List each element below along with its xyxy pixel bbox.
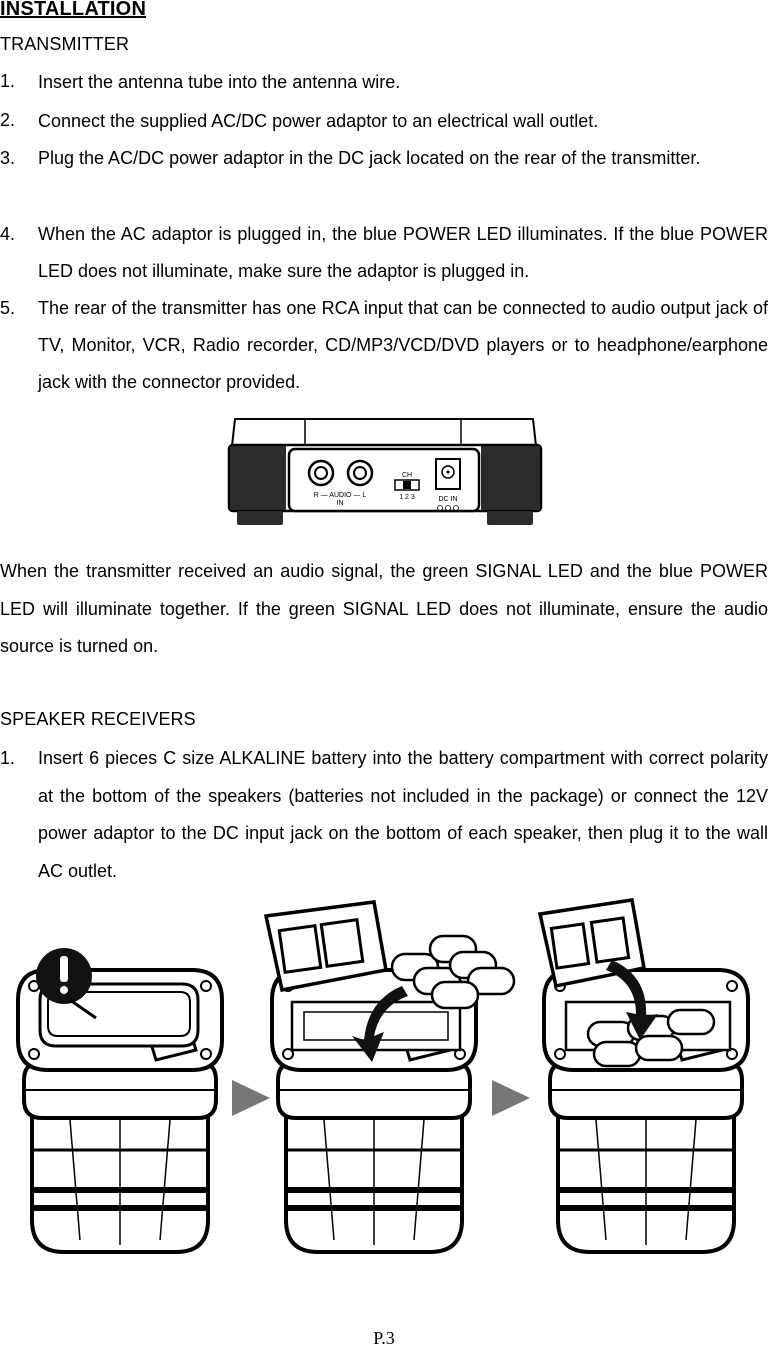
transmitter-title: TRANSMITTER xyxy=(0,34,130,54)
audio-in-label: IN xyxy=(336,500,344,507)
battery-installation-illustration xyxy=(0,890,768,1270)
next-step-arrow-icon xyxy=(492,1080,530,1116)
step-number: 1. xyxy=(0,748,16,768)
audio-label: R — AUDIO — L xyxy=(313,492,367,499)
section-heading: INSTALLATION xyxy=(0,0,147,20)
channel-label: CH xyxy=(401,472,413,479)
step-number: 2. xyxy=(0,110,16,130)
step-text: Insert the antenna tube into the antenna wire. xyxy=(38,72,401,92)
step-number: 3. xyxy=(0,148,16,168)
channel-switch-icon xyxy=(395,480,419,490)
step-text: Plug the AC/DC power adaptor in the DC jack located on the rear of the transmitter. xyxy=(38,148,701,168)
dc-in-label: DC IN xyxy=(438,496,458,503)
step-text: The rear of the transmitter has one RCA input that can be connected to audio output jack of TV, Monitor, VCR, Radio recorder, CD/MP3/VCD/DVD players or to headphone/earphone jack with the connector provided. xyxy=(38,298,768,392)
step-text: Connect the supplied AC/DC power adaptor to an electrical wall outlet. xyxy=(38,111,599,131)
signal-note: When the transmitter received an audio signal, the green SIGNAL LED and the blue POWER LED will illuminate together. If the green SIGNAL LED does not illuminate, ensure the audio source is turned on. xyxy=(0,561,768,656)
step-text: When the AC adaptor is plugged in, the blue POWER LED illuminates. If the blue POWER LED does not illuminate, make sure the adaptor is plugged in. xyxy=(38,224,768,281)
channel-numbers: 1 2 3 xyxy=(399,494,415,501)
rca-jack-right-icon xyxy=(309,461,333,485)
step-number: 1. xyxy=(0,71,16,91)
transmitter-rear-illustration xyxy=(225,415,545,535)
dc-jack-icon xyxy=(436,459,460,489)
page-number: P.3 xyxy=(373,1328,395,1348)
rca-jack-left-icon xyxy=(348,461,372,485)
step-number: 4. xyxy=(0,224,16,244)
step-number: 5. xyxy=(0,298,16,318)
speaker-closed-figure xyxy=(18,970,222,1252)
next-step-arrow-icon xyxy=(232,1080,270,1116)
receivers-title: SPEAKER RECEIVERS xyxy=(0,709,196,729)
step-text: Insert 6 pieces C size ALKALINE battery into the battery compartment with correct polarity at the bottom of the speakers (batteries not included in the package) or connect the 12V power adaptor to the DC input jack on the bottom of each speaker, then plug it to the wall AC outlet. xyxy=(38,748,768,881)
